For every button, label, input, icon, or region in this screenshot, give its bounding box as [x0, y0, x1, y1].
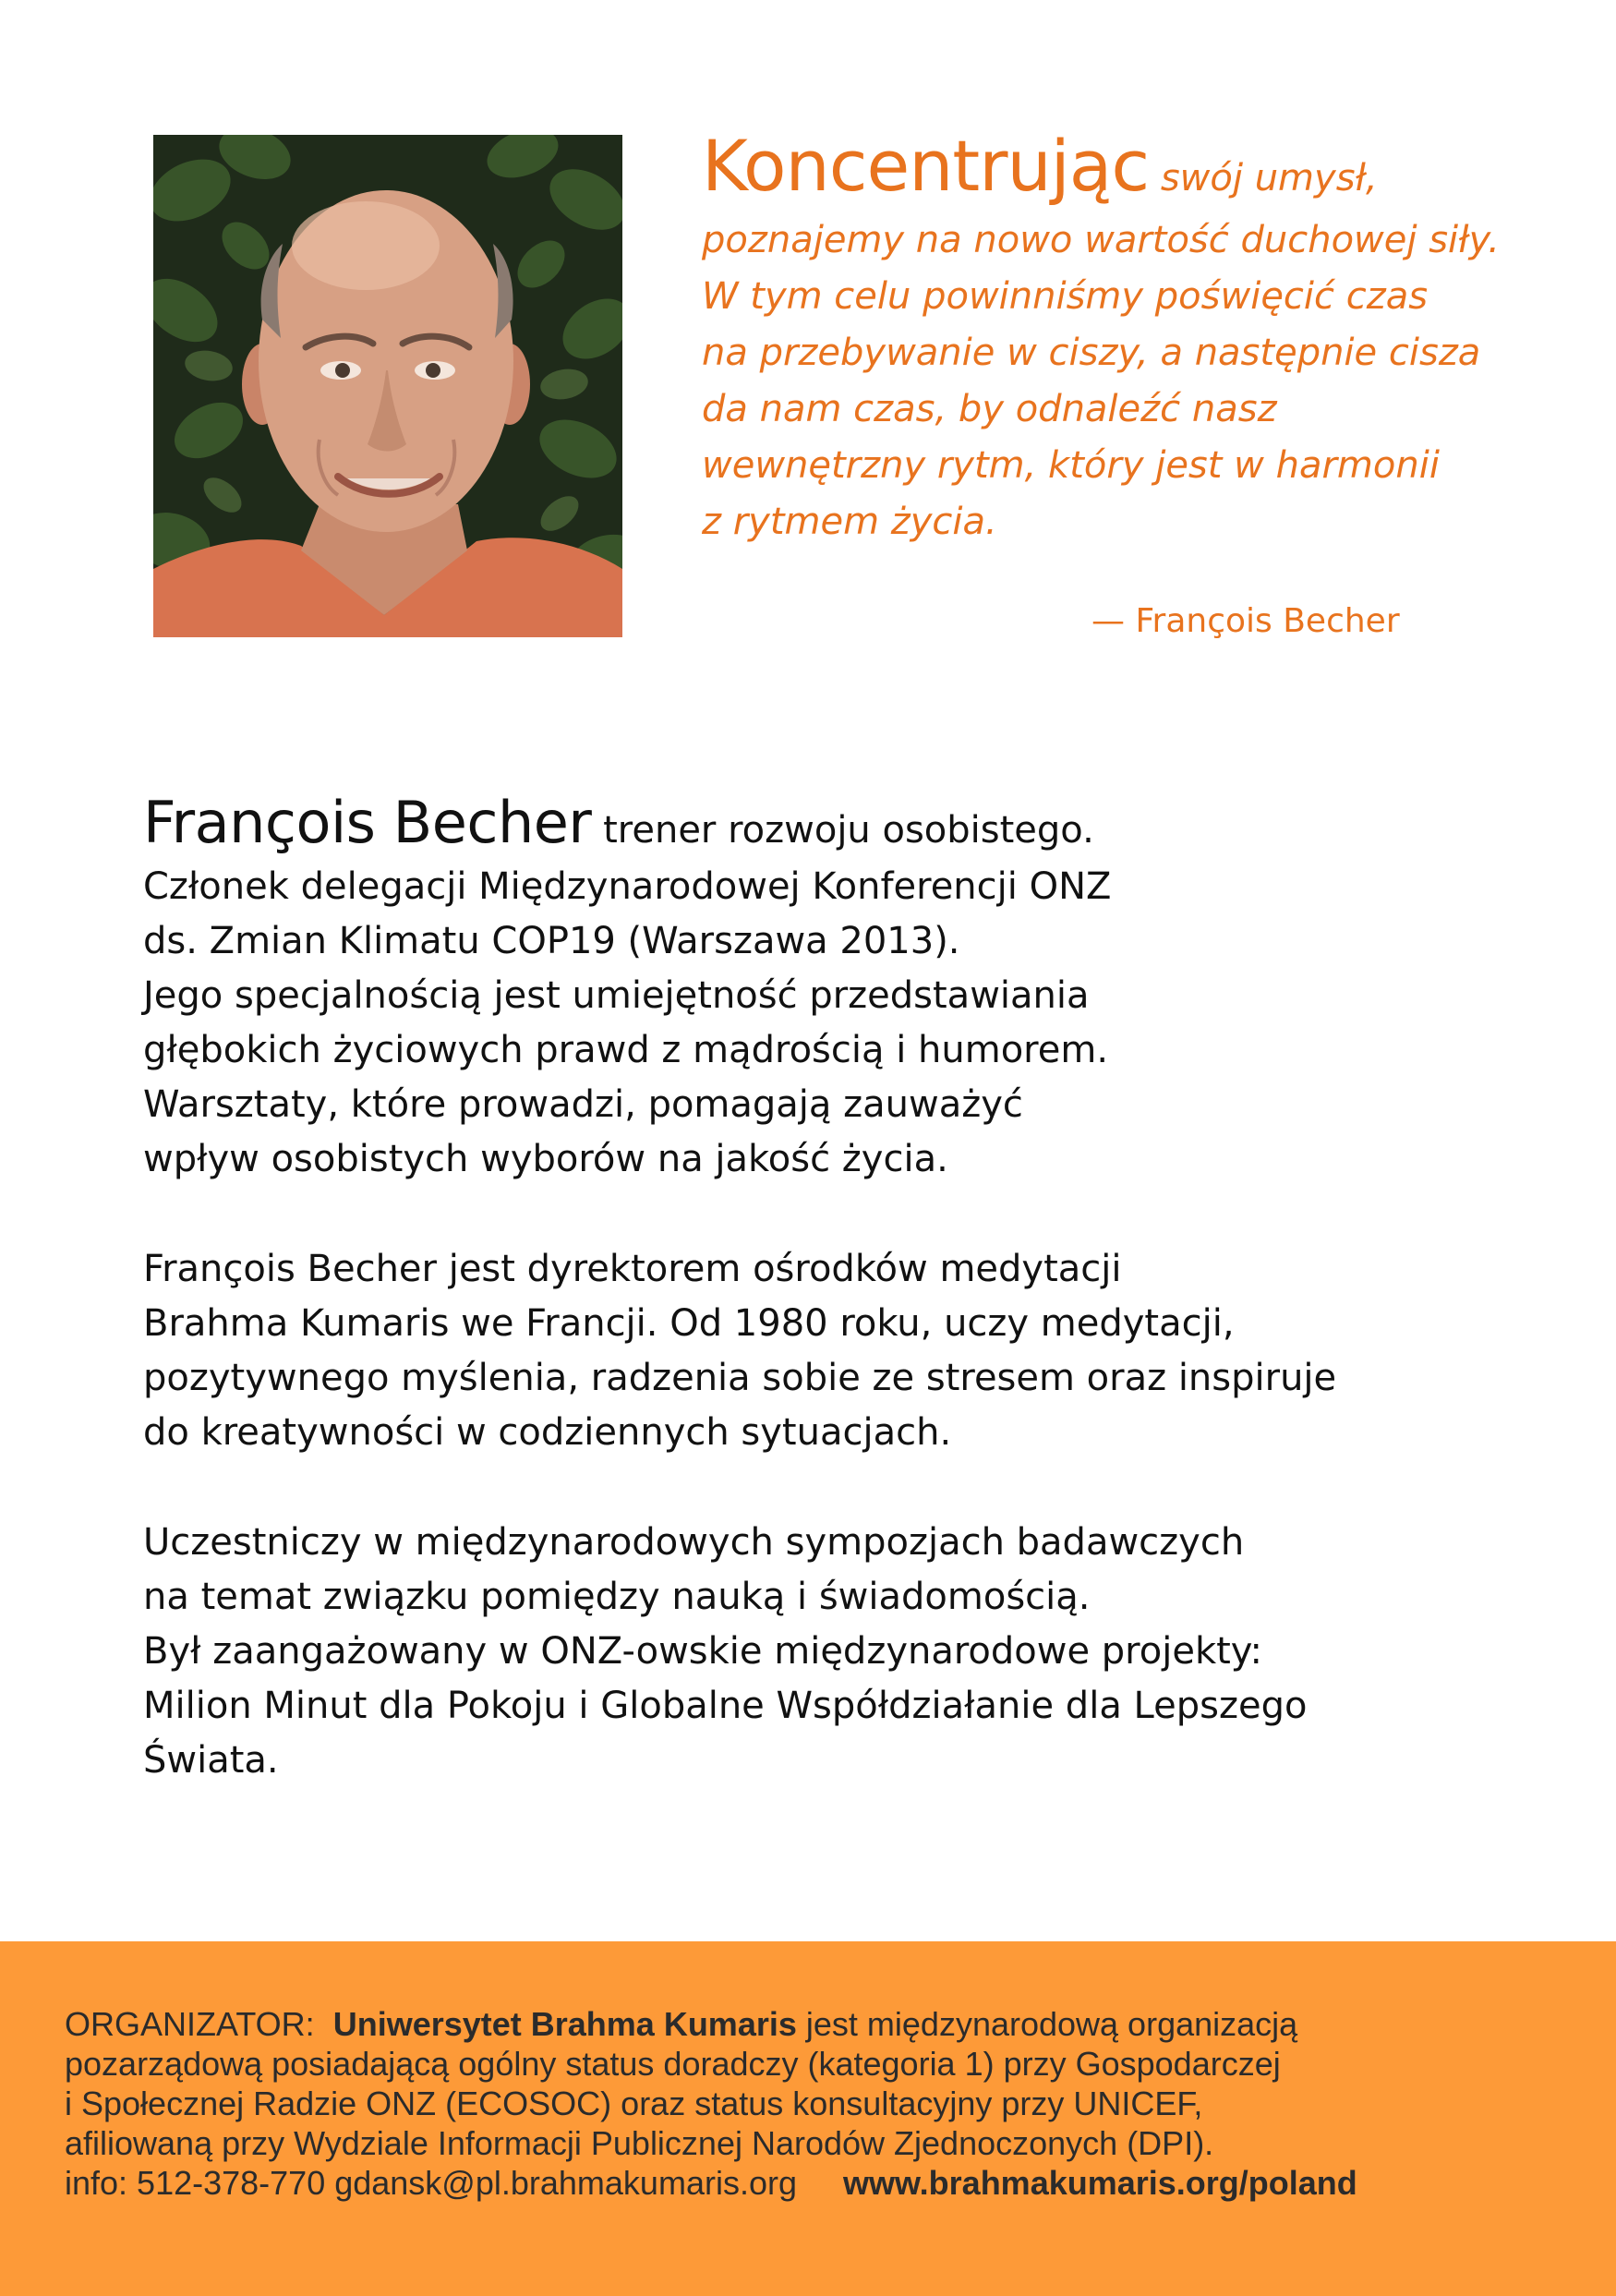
- portrait-photo: [153, 135, 622, 637]
- footer-line-1: [65, 2004, 1579, 2044]
- organizer-name: Uniwersytet Brahma Kumaris: [332, 2005, 797, 2043]
- bio-line: ds. Zmian Klimatu COP19 (Warszawa 2013).: [143, 920, 960, 962]
- bio-line: głębokich życiowych prawd z mądrością i humorem.: [143, 1029, 1109, 1071]
- bio-line: Świata.: [143, 1739, 279, 1782]
- quote-lead-word: Koncentrując: [702, 125, 1150, 207]
- footer-text: [65, 2004, 1579, 2203]
- footer-line-3: i Społecznej Radzie ONZ (ECOSOC) oraz status konsultacyjny przy UNICEF,: [65, 2085, 1203, 2122]
- quote-line: poznajemy na nowo wartość duchowej siły.: [702, 219, 1500, 261]
- bio-line: François Becher jest dyrektorem ośrodków medytacji: [143, 1248, 1122, 1290]
- bio-name: François Becher: [143, 789, 592, 856]
- website-link[interactable]: www.brahmakumaris.org/poland: [843, 2164, 1357, 2202]
- bio-name-suffix: trener rozwoju osobistego.: [603, 809, 1094, 852]
- bio-paragraph-2: [143, 1242, 1528, 1460]
- footer-contact-line: [65, 2163, 1579, 2203]
- bio-paragraph-1: [143, 791, 1528, 1187]
- footer-line-4: afiliowaną przy Wydziale Informacji Publicznej Narodów Zjednoczonych (DPI).: [65, 2124, 1214, 2162]
- quote-line: na przebywanie w ciszy, a następnie cisza: [702, 332, 1481, 374]
- footer-line-2: pozarządową posiadającą ogólny status doradczy (kategoria 1) przy Gospodarczej: [65, 2045, 1281, 2083]
- bio-line: na temat związku pomiędzy nauką i świadomością.: [143, 1576, 1091, 1618]
- bio-heading: [143, 791, 1528, 858]
- bio-section: [143, 791, 1528, 1843]
- quote-attribution: — François Becher: [1091, 602, 1400, 640]
- bio-line: wpływ osobistych wyborów na jakość życia.: [143, 1138, 948, 1180]
- quote-lead-rest: swój umysł,: [1160, 157, 1378, 199]
- quote-line: da nam czas, by odnaleźć nasz: [702, 388, 1277, 430]
- quote-line: z rytmem życia.: [702, 501, 997, 543]
- quote-line: W tym celu powinniśmy poświęcić czas: [702, 275, 1429, 318]
- footer-banner: [0, 1941, 1616, 2296]
- quote-line: wewnętrzny rytm, który jest w harmonii: [702, 444, 1440, 487]
- bio-line: Milion Minut dla Pokoju i Globalne Współdziałanie dla Lepszego: [143, 1685, 1308, 1727]
- bio-line: Uczestniczy w międzynarodowych sympozjach badawczych: [143, 1521, 1245, 1564]
- bio-line: pozytywnego myślenia, radzenia sobie ze stresem oraz inspiruje: [143, 1357, 1337, 1399]
- bio-line: Warsztaty, które prowadzi, pomagają zauważyć: [143, 1083, 1023, 1126]
- bio-line: Członek delegacji Międzynarodowej Konferencji ONZ: [143, 865, 1112, 908]
- bio-line: Był zaangażowany w ONZ-owskie międzynarodowe projekty:: [143, 1630, 1263, 1673]
- quote-block: [702, 127, 1533, 550]
- bio-paragraph-3: [143, 1516, 1528, 1788]
- organizer-label: ORGANIZATOR:: [65, 2005, 315, 2043]
- bio-line: Jego specjalnością jest umiejętność przedstawiania: [143, 974, 1090, 1017]
- organizer-desc: jest międzynarodową organizacją: [805, 2005, 1298, 2043]
- bio-line: Brahma Kumaris we Francji. Od 1980 roku, uczy medytacji,: [143, 1302, 1235, 1345]
- contact-info[interactable]: info: 512-378-770 gdansk@pl.brahmakumaris.org: [65, 2164, 797, 2202]
- bio-line: do kreatywności w codziennych sytuacjach.: [143, 1411, 952, 1454]
- quote-first-line: [702, 127, 1533, 207]
